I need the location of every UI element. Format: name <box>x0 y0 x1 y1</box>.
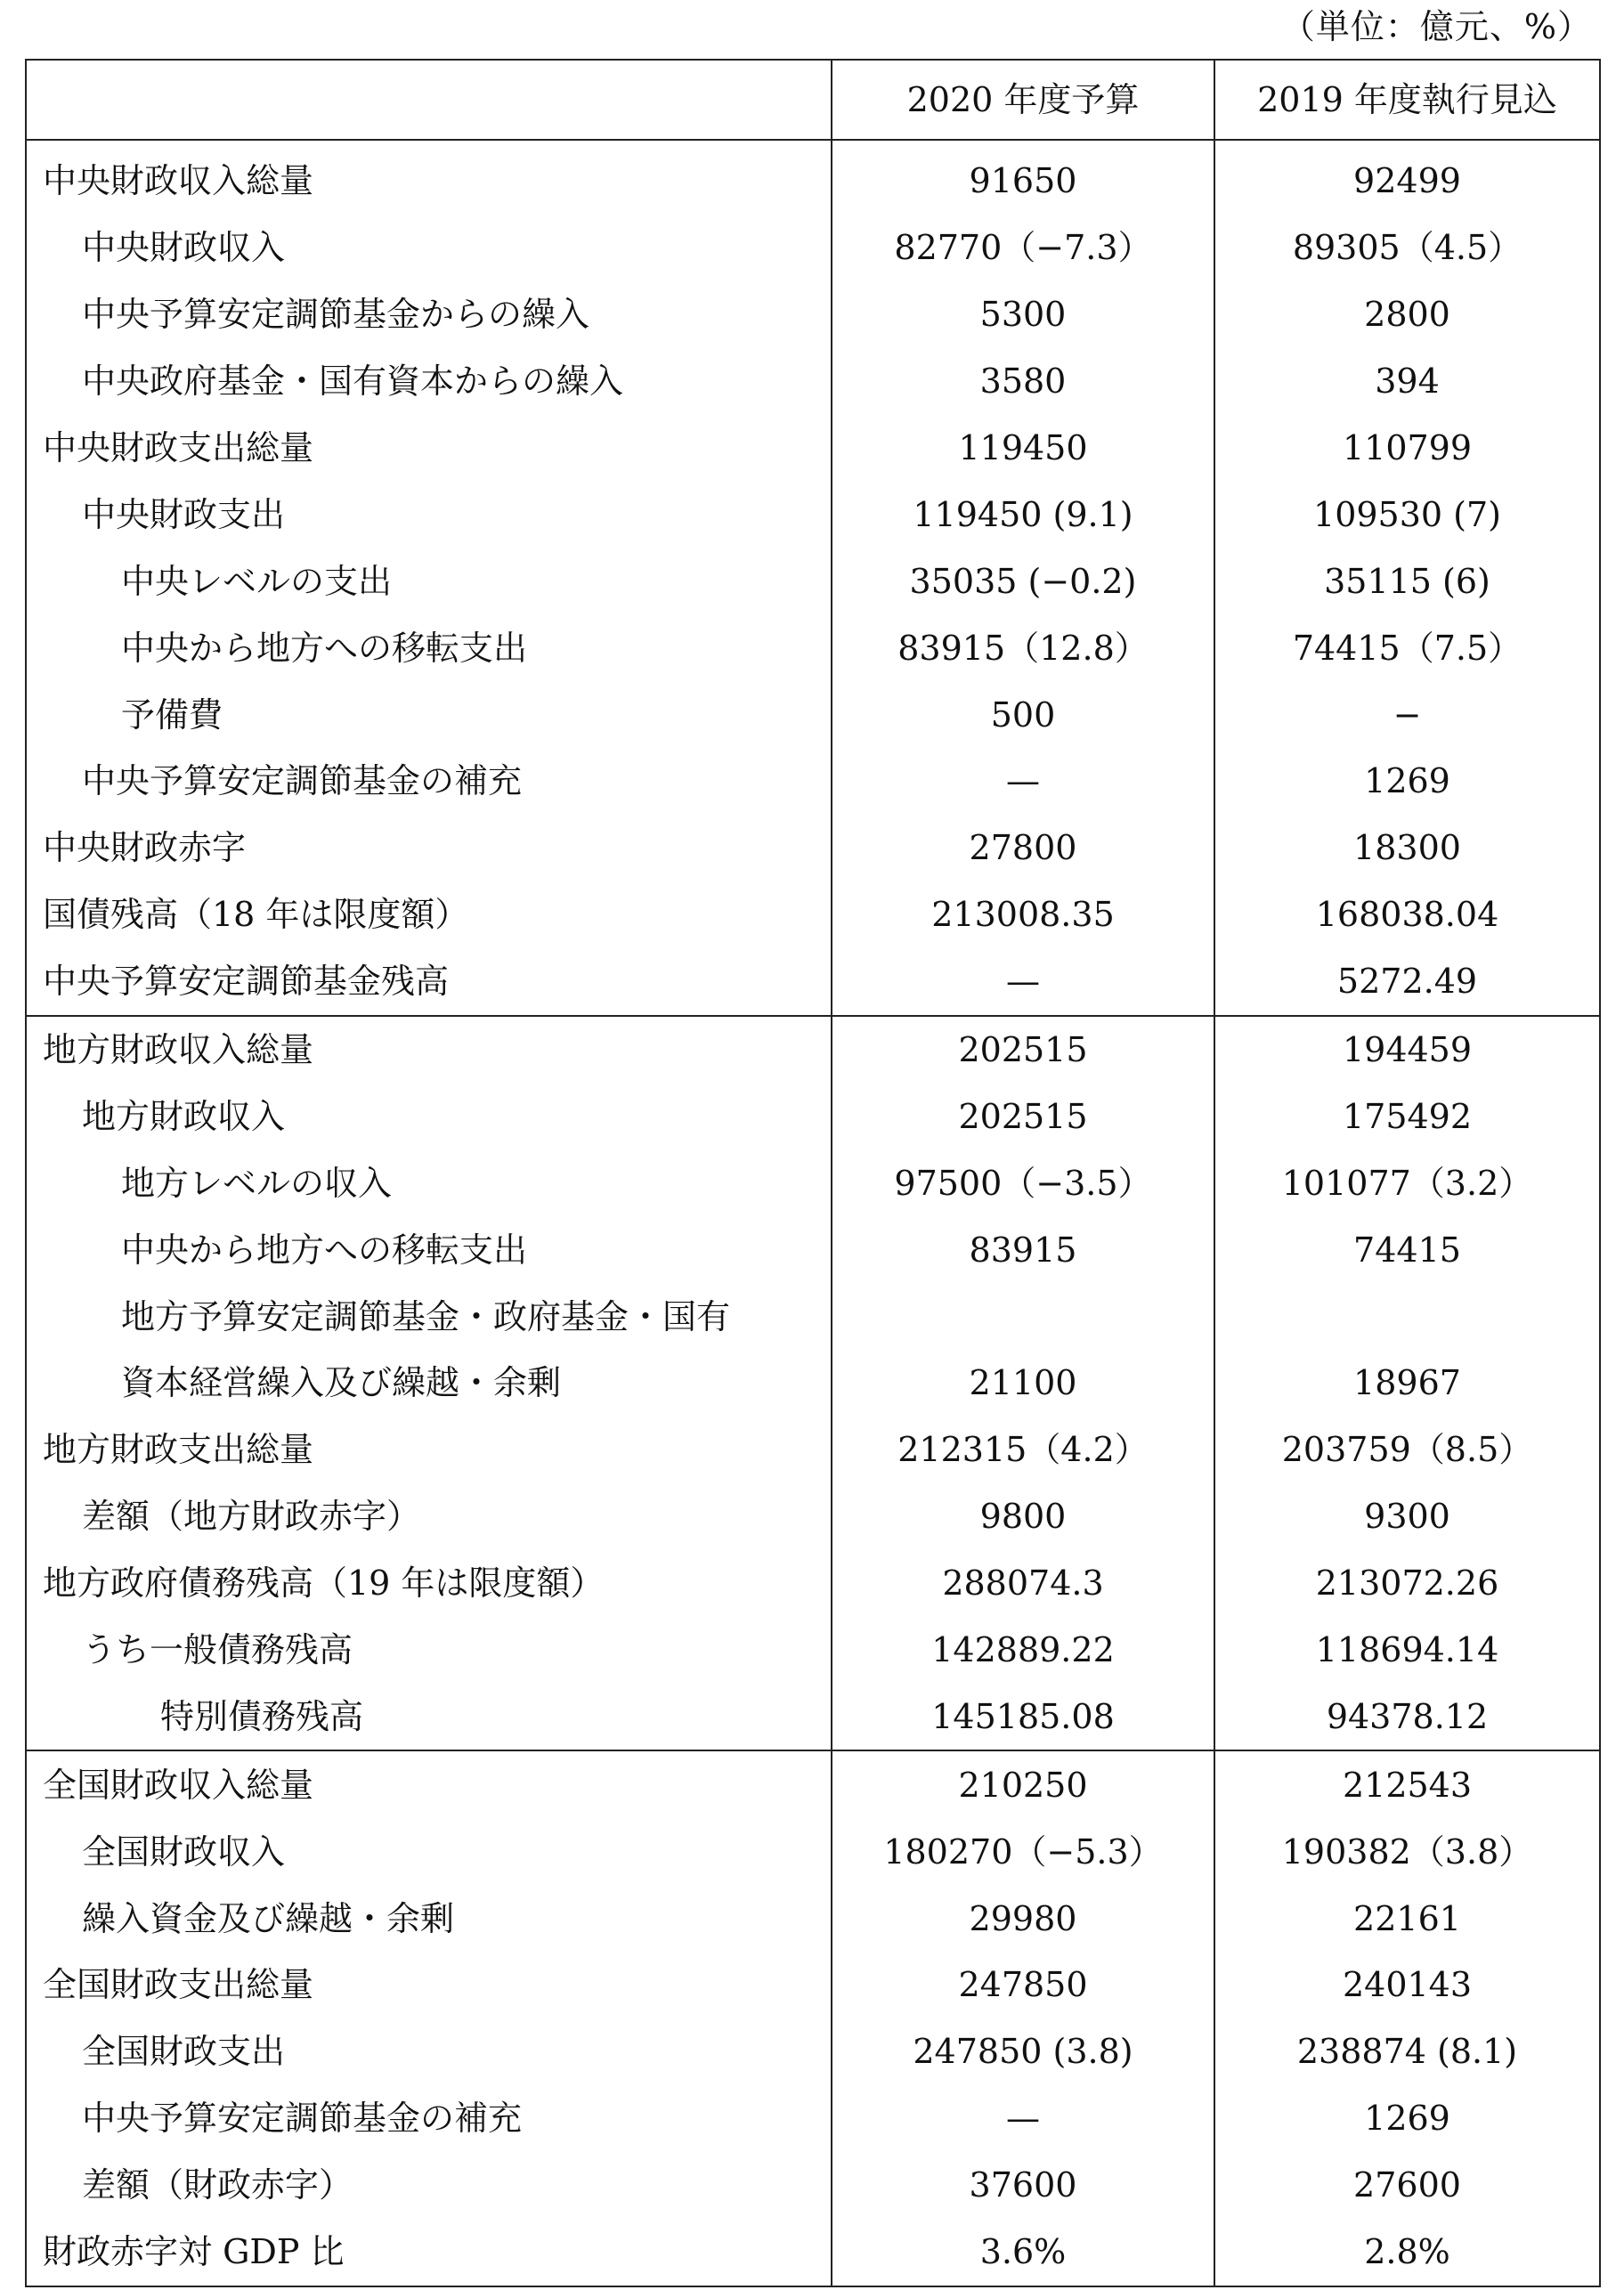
table-row <box>26 614 1600 681</box>
row-value-2020: 202515 <box>832 1083 1214 1149</box>
row-label: 中央財政収入 <box>26 215 832 281</box>
row-value-2020: — <box>832 948 1214 1016</box>
row-value-2020: 82770（−7.3） <box>832 215 1214 281</box>
row-label: 中央レベルの支出 <box>26 548 832 614</box>
row-value-2020: 97500（−3.5） <box>832 1149 1214 1216</box>
row-label: 中央から地方への移転支出 <box>26 1216 832 1283</box>
row-label: 中央財政収入総量 <box>26 140 832 215</box>
row-value-2020: 288074.3 <box>832 1550 1214 1617</box>
row-value-2020: 210250 <box>832 1750 1214 1818</box>
row-value-2020: 5300 <box>832 281 1214 348</box>
table-row <box>26 1350 1600 1417</box>
row-value-2020: 202515 <box>832 1016 1214 1084</box>
table-row <box>26 1550 1600 1617</box>
header-label-cell <box>26 60 832 140</box>
row-value-2019: 394 <box>1214 348 1600 415</box>
row-label: 中央予算安定調節基金からの繰入 <box>26 281 832 348</box>
table-row <box>26 748 1600 815</box>
table-row <box>26 2219 1600 2286</box>
table-row <box>26 1149 1600 1216</box>
row-value-2020: 119450 (9.1) <box>832 481 1214 548</box>
table-row <box>26 215 1600 281</box>
table-row <box>26 140 1600 215</box>
row-value-2020: 213008.35 <box>832 881 1214 948</box>
row-value-2020: 91650 <box>832 140 1214 215</box>
table-row <box>26 1818 1600 1885</box>
table-row <box>26 548 1600 614</box>
row-value-2019: 1269 <box>1214 748 1600 815</box>
row-value-2020: 27800 <box>832 815 1214 881</box>
table-row <box>26 1083 1600 1149</box>
table-row <box>26 1617 1600 1684</box>
table-row <box>26 481 1600 548</box>
row-label: 中央政府基金・国有資本からの繰入 <box>26 348 832 415</box>
row-label: 中央財政赤字 <box>26 815 832 881</box>
row-value-2020: 83915 <box>832 1216 1214 1283</box>
row-value-2019: 109530 (7) <box>1214 481 1600 548</box>
row-value-2020: 119450 <box>832 415 1214 482</box>
row-value-2020: — <box>832 2085 1214 2152</box>
row-value-2019: 27600 <box>1214 2152 1600 2219</box>
row-label: 資本経営繰入及び繰越・余剰 <box>26 1350 832 1417</box>
row-label: 差額（地方財政赤字） <box>26 1483 832 1550</box>
row-label: 全国財政収入 <box>26 1818 832 1885</box>
row-value-2020: 180270（−5.3） <box>832 1818 1214 1885</box>
row-value-2019: 1269 <box>1214 2085 1600 2152</box>
row-label: 中央予算安定調節基金の補充 <box>26 2085 832 2152</box>
table-row <box>26 1952 1600 2018</box>
row-value-2019: 89305（4.5） <box>1214 215 1600 281</box>
table-row <box>26 815 1600 881</box>
row-value-2020: 21100 <box>832 1350 1214 1417</box>
header-col-2020-budget: 2020 年度予算 <box>832 60 1214 140</box>
row-value-2019: − <box>1214 681 1600 748</box>
header-row <box>26 60 1600 140</box>
table-row <box>26 1885 1600 1952</box>
table-row <box>26 881 1600 948</box>
row-value-2020: 145185.08 <box>832 1683 1214 1750</box>
row-label: 財政赤字対 GDP 比 <box>26 2219 832 2286</box>
row-label: 全国財政支出総量 <box>26 1952 832 2018</box>
row-value-2020: 247850 <box>832 1952 1214 2018</box>
table-row <box>26 1417 1600 1483</box>
row-label: 中央予算安定調節基金残高 <box>26 948 832 1016</box>
row-value-2019: 9300 <box>1214 1483 1600 1550</box>
row-value-2020: 9800 <box>832 1483 1214 1550</box>
row-value-2019: 212543 <box>1214 1750 1600 1818</box>
row-value-2020: 3580 <box>832 348 1214 415</box>
table-row <box>26 681 1600 748</box>
row-value-2019: 168038.04 <box>1214 881 1600 948</box>
row-label: 地方政府債務残高（19 年は限度額） <box>26 1550 832 1617</box>
row-value-2019: 101077（3.2） <box>1214 1149 1600 1216</box>
row-label: 中央予算安定調節基金の補充 <box>26 748 832 815</box>
row-label: 国債残高（18 年は限度額） <box>26 881 832 948</box>
table-row <box>26 1750 1600 1818</box>
row-value-2019: 74415（7.5） <box>1214 614 1600 681</box>
table-row <box>26 2085 1600 2152</box>
row-value-2019: 94378.12 <box>1214 1683 1600 1750</box>
header-col-2019-estimate: 2019 年度執行見込 <box>1214 60 1600 140</box>
row-value-2020: 212315（4.2） <box>832 1417 1214 1483</box>
table-row <box>26 2152 1600 2219</box>
table-row <box>26 415 1600 482</box>
row-value-2020: 83915（12.8） <box>832 614 1214 681</box>
row-label: 地方予算安定調節基金・政府基金・国有 <box>26 1283 832 1350</box>
row-value-2020: 142889.22 <box>832 1617 1214 1684</box>
row-value-2019: 92499 <box>1214 140 1600 215</box>
row-value-2020: 500 <box>832 681 1214 748</box>
table-row <box>26 1683 1600 1750</box>
row-value-2019: 194459 <box>1214 1016 1600 1084</box>
table-row <box>26 1483 1600 1550</box>
row-value-2019: 74415 <box>1214 1216 1600 1283</box>
row-value-2019: 110799 <box>1214 415 1600 482</box>
row-value-2020: 3.6% <box>832 2219 1214 2286</box>
row-value-2019: 18300 <box>1214 815 1600 881</box>
fiscal-table <box>25 59 1601 2287</box>
row-label: 地方財政収入総量 <box>26 1016 832 1084</box>
table-row <box>26 348 1600 415</box>
row-value-2019: 35115 (6) <box>1214 548 1600 614</box>
row-value-2019: 118694.14 <box>1214 1617 1600 1684</box>
row-label: 中央から地方への移転支出 <box>26 614 832 681</box>
unit-note: （単位：億元、%） <box>1280 7 1592 46</box>
row-value-2019: 18967 <box>1214 1350 1600 1417</box>
row-label: 予備費 <box>26 681 832 748</box>
row-label: 地方財政収入 <box>26 1083 832 1149</box>
table-row <box>26 948 1600 1016</box>
row-value-2019: 203759（8.5） <box>1214 1417 1600 1483</box>
row-label: 地方財政支出総量 <box>26 1417 832 1483</box>
row-value-2020: 29980 <box>832 1885 1214 1952</box>
table-row <box>26 1216 1600 1283</box>
row-label: 差額（財政赤字） <box>26 2152 832 2219</box>
row-value-2019: 213072.26 <box>1214 1550 1600 1617</box>
table-row <box>26 2018 1600 2085</box>
row-value-2019: 190382（3.8） <box>1214 1818 1600 1885</box>
row-label: 特別債務残高 <box>26 1683 832 1750</box>
table-row <box>26 281 1600 348</box>
row-label: 地方レベルの収入 <box>26 1149 832 1216</box>
row-value-2020: 247850 (3.8) <box>832 2018 1214 2085</box>
row-label: 中央財政支出 <box>26 481 832 548</box>
row-value-2019: 2800 <box>1214 281 1600 348</box>
row-value-2019: 238874 (8.1) <box>1214 2018 1600 2085</box>
row-label: 繰入資金及び繰越・余剰 <box>26 1885 832 1952</box>
row-label: 中央財政支出総量 <box>26 415 832 482</box>
row-label: うち一般債務残高 <box>26 1617 832 1684</box>
row-label: 全国財政支出 <box>26 2018 832 2085</box>
row-value-2019: 175492 <box>1214 1083 1600 1149</box>
row-value-2020: — <box>832 748 1214 815</box>
row-value-2019: 22161 <box>1214 1885 1600 1952</box>
table-row <box>26 1016 1600 1084</box>
row-value-2019: 240143 <box>1214 1952 1600 2018</box>
table-row <box>26 1283 1600 1350</box>
row-value-2019: 2.8% <box>1214 2219 1600 2286</box>
row-value-2020 <box>832 1283 1214 1350</box>
row-value-2019 <box>1214 1283 1600 1350</box>
row-value-2020: 37600 <box>832 2152 1214 2219</box>
row-value-2019: 5272.49 <box>1214 948 1600 1016</box>
row-value-2020: 35035 (−0.2) <box>832 548 1214 614</box>
row-label: 全国財政収入総量 <box>26 1750 832 1818</box>
